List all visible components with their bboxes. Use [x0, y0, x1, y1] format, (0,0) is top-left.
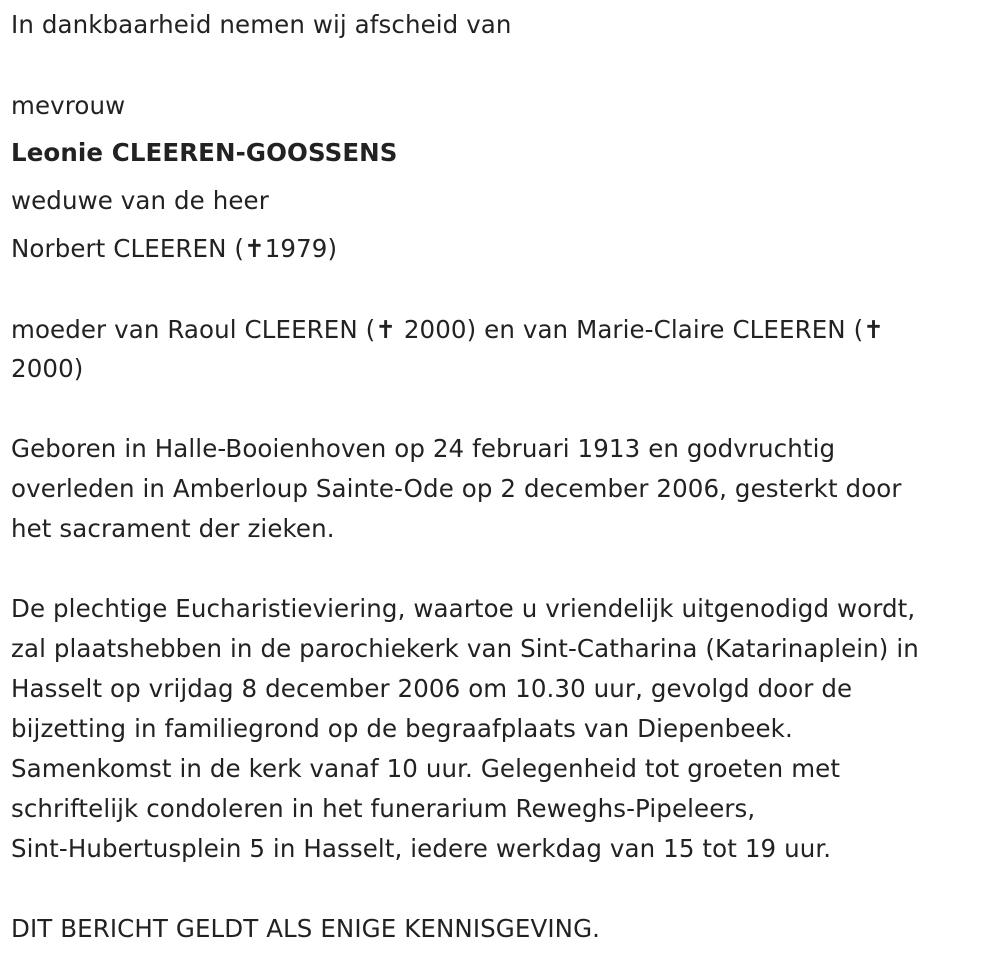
ceremony-line: Sint-Hubertusplein 5 in Hasselt, iedere werkdag van 15 tot 19 uur. [11, 834, 832, 863]
salutation: mevrouw [11, 91, 126, 120]
ceremony-line: De plechtige Eucharistieviering, waartoe u vriendelijk uitgenodigd wordt, [11, 594, 916, 623]
birth-death-line: Geboren in Halle-Booienhoven op 24 februari 1913 en godvruchtig [11, 434, 836, 463]
children-line: moeder van Raoul CLEEREN (✝ 2000) en van Marie-Claire CLEEREN (✝ [11, 315, 884, 344]
ceremony-line: schriftelijk condoleren in het funerarium Reweghs-Pipeleers, [11, 794, 756, 823]
ceremony-line: Samenkomst in de kerk vanaf 10 uur. Gelegenheid tot groeten met [11, 754, 841, 783]
relation-text: weduwe van de heer [11, 186, 269, 215]
birth-death-line: overleden in Amberloup Sainte-Ode op 2 december 2006, gesterkt door [11, 474, 902, 503]
deceased-name: Leonie CLEEREN-GOOSSENS [11, 138, 398, 167]
intro-text: In dankbaarheid nemen wij afscheid van [11, 10, 512, 39]
ceremony-line: bijzetting in familiegrond op de begraafplaats van Diepenbeek. [11, 714, 793, 743]
children-line: 2000) [11, 354, 84, 383]
spouse-name: Norbert CLEEREN (✝1979) [11, 234, 338, 263]
ceremony-line: zal plaatshebben in de parochiekerk van Sint-Catharina (Katarinaplein) in [11, 634, 919, 663]
ceremony-line: Hasselt op vrijdag 8 december 2006 om 10.30 uur, gevolgd door de [11, 674, 853, 703]
closing-statement: DIT BERICHT GELDT ALS ENIGE KENNISGEVING. [11, 914, 601, 943]
birth-death-line: het sacrament der zieken. [11, 514, 335, 543]
